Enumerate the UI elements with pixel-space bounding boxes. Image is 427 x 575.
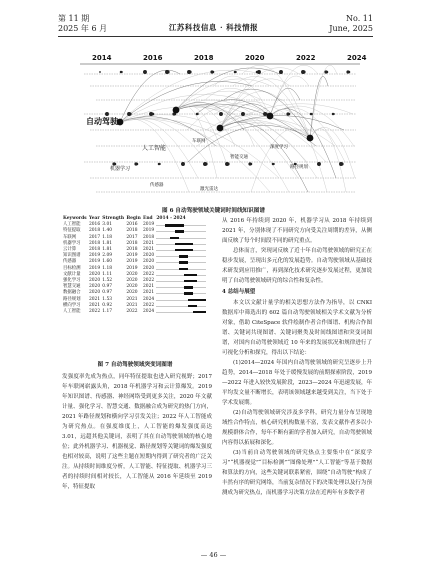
cell-end: 2021: [142, 240, 155, 246]
cell-keyword: 数据融合: [63, 290, 81, 296]
keyword-node: [241, 113, 243, 115]
burst-keywords-table: [62, 216, 208, 315]
cell-year: 2018: [88, 247, 101, 253]
cell-strength: 0.97: [102, 284, 113, 290]
hub-node: [173, 107, 180, 114]
cell-strength: 1.52: [102, 278, 113, 284]
keyword-node: [256, 71, 259, 74]
column-header: End: [142, 216, 153, 221]
cell-strength: 1.17: [102, 309, 113, 315]
keyword-node: [99, 71, 101, 73]
keyword-node: [127, 112, 131, 116]
cell-begin: 2020: [126, 284, 138, 290]
burst-timeline: [156, 303, 206, 308]
cell-keyword: 横向学习: [63, 302, 81, 308]
cell-burst-bar: [155, 222, 208, 228]
burst-timeline: [156, 248, 206, 253]
timeline-year-label: 2020: [245, 54, 265, 62]
keyword-node: [301, 70, 305, 74]
cell-strength: 1.18: [102, 265, 113, 271]
cell-keyword: 车联网: [63, 234, 77, 240]
burst-segment: [165, 224, 183, 226]
burst-segment: [184, 292, 193, 294]
cell-begin: 2017: [126, 234, 138, 240]
cell-strength: 1.53: [102, 296, 113, 302]
co-occurrence-link: [214, 76, 270, 116]
cell-burst-bar: [155, 235, 208, 241]
burst-segment: [170, 237, 179, 239]
cell-burst-bar: [155, 278, 208, 284]
cell-end: 2018: [142, 234, 155, 240]
cell-begin: 2020: [126, 278, 138, 284]
burst-segment: [175, 230, 184, 232]
cell-keyword: 人工智能: [63, 222, 81, 228]
cell-strength: 0.92: [102, 302, 113, 308]
body-paragraph: (3)当前自动驾驶领域的研究热点主要集中在“深度学习”“机器视觉”“目标检测”“图像处理”“人工智能”等基于数据和算法的方向，这些关键词联系紧密，围绕“自动驾驶”构成了丰然有序的研究网络，当前复杂情况下的决策处理以及行为预测成为研究热点，而机器学习决策方法在近两年有多数学者: [222, 450, 372, 496]
cell-end: 2020: [142, 265, 155, 271]
cell-year: 2020: [88, 271, 101, 277]
cell-strength: 1.81: [102, 247, 113, 253]
cell-burst-bar: [155, 228, 208, 234]
table-row: [62, 309, 208, 315]
cell-year: 2020: [88, 290, 101, 296]
cell-begin: 2020: [126, 290, 138, 296]
cell-year: 2020: [88, 278, 101, 284]
body-paragraph: (2)自动驾驶领域研究涉及多学科，研究力量分布呈现地域性合作特点，核心研究机构数量不富，发表文献作者多以小规模群体合作，每年不断有新的学者加入研究，自动驾驶领域内容得以拓展和深化。: [222, 410, 372, 446]
keyword-node: [339, 162, 343, 166]
cell-keyword: 云计算: [63, 247, 77, 253]
cell-year: 2017: [88, 234, 101, 240]
keyword-node: [196, 113, 199, 116]
cell-burst-bar: [155, 253, 208, 259]
cell-strength: 1.81: [102, 240, 113, 246]
page-number: — 46 —: [200, 551, 227, 559]
cell-year: 2019: [88, 265, 101, 271]
cell-burst-bar: [155, 309, 208, 315]
co-occurrence-link: [220, 92, 281, 128]
cell-end: 2021: [142, 290, 155, 296]
cell-keyword: 目标检测: [63, 265, 81, 271]
cell-year: 2016: [88, 222, 101, 228]
body-paragraph: (1)2014—2024 年国内自动驾驶领域的研究呈逐步上升趋势，2014—2018 年处于缓慢发展的前期探索阶段，2019—2022 年进入较快发展阶段，2023—2024 年迅速发展，年平均发文量不断增长，表明该领域越来越受到关注，当下处于学术发展期。: [222, 360, 372, 406]
cell-keyword: 路径规划: [63, 296, 81, 302]
timeline-year-label: 2016: [143, 54, 163, 62]
burst-timeline: [156, 235, 206, 240]
cell-begin: 2019: [126, 265, 138, 271]
cell-burst-bar: [155, 272, 208, 278]
cell-keyword: 特征提取: [63, 228, 81, 234]
cell-begin: 2019: [126, 253, 138, 259]
keyword-node: [105, 113, 107, 115]
burst-timeline: [156, 254, 206, 259]
burst-segment: [184, 280, 198, 282]
keyword-node: [263, 112, 267, 116]
cell-begin: 2021: [126, 302, 138, 308]
issue-number-en: No. 11: [346, 14, 373, 23]
column-header: Strength: [102, 216, 125, 221]
issue-date: 2025 年 6 月: [58, 24, 108, 33]
keyword-node: [332, 113, 335, 116]
burst-segment: [179, 268, 188, 270]
body-paragraph: 发强度率先成为热点，同年特征提取也进入研究视野；2017 年车联网崭露头角，2018 年机器学习和云计算爆发。2019 年知识图谱、传感器、神经网络受到更多关注，2020 年文献计量、强化学习、智慧交通、数据融合成为研究的热门方向，2021 年路径规划和横向学习引发关注；2022 年人工智能成为研究热点。在强度维度上，人工智能的爆发强度高达 3.01，远超其他关键词，表明了其在自动驾驶领域的核心地位；此外机器学习、机器视觉、路径规划等关键词的爆发强度也相对较高，说明了这些主题在短期内得到了研究者的广泛关注。从持续时间维度分析，人工智能、特征提取、机器学习三者的持续时间相对较长，人工智能从 2016 年延续至 2019 年，特征提取: [62, 374, 212, 490]
cluster-label: 激光雷达: [200, 187, 218, 192]
header-right: [329, 14, 373, 34]
issue-date-en: June, 2025: [329, 24, 373, 33]
cell-end: 2022: [142, 302, 155, 308]
cell-strength: 1.18: [102, 234, 113, 240]
body-paragraph: 本文以文献计量学的相关思想方法作为指导，以 CNKI 数据库中筛选出的 602 篇自动驾驶领域相关学术文献为分析对象，借助 CiteSpace 软件绘制作者合作图谱、机构合作图谱、关键词共现图谱、关键词聚类及时间线图谱和突变词图谱，对国内自动驾驶领域近 10 年来的发展状况和规律进行了可视化分析和探究，得出以下结论：: [222, 300, 372, 356]
burst-timeline: [156, 260, 206, 265]
cell-end: 2022: [142, 278, 155, 284]
section-heading: 4 总结与展望: [222, 289, 256, 295]
co-occurrence-link: [310, 129, 346, 192]
burst-baseline: [156, 287, 206, 288]
cell-year: 2018: [88, 240, 101, 246]
cluster-label: 智能交通: [230, 155, 248, 160]
column-header: Year: [88, 216, 100, 221]
burst-keywords-figure: [62, 216, 208, 315]
cluster-label: 车联网: [192, 139, 206, 144]
cluster-label: 人工智能: [142, 145, 167, 152]
cluster-label: 自动驾驶: [86, 117, 118, 126]
cell-keyword: 强化学习: [63, 278, 81, 284]
cell-keyword: 机器学习: [63, 240, 81, 246]
burst-timeline: [156, 272, 206, 277]
burst-segment: [179, 255, 188, 257]
burst-timeline: [156, 310, 206, 315]
burst-segment: [175, 249, 193, 251]
keyword-node: [143, 71, 145, 73]
cell-end: 2021: [142, 284, 155, 290]
cluster-label: 深度学习: [270, 145, 288, 150]
body-paragraph: 从 2016 年持续到 2020 年，机器学习从 2018 年持续到 2021 年，分别体现了不同研究方向受关注周期的差异，从侧面反映了每个时间段不同的研究重点。: [222, 218, 372, 244]
cell-year: 2022: [88, 309, 101, 315]
cluster-label: 机器学习: [110, 166, 131, 172]
co-occurrence-link: [205, 88, 270, 116]
timeline-year-label: 2018: [194, 54, 214, 62]
keyword-node: [346, 70, 349, 73]
keyword-node: [203, 163, 205, 165]
cell-burst-bar: [155, 259, 208, 265]
keyword-node: [286, 112, 289, 115]
burst-baseline: [156, 306, 206, 307]
cell-strength: 1.11: [102, 271, 113, 277]
cell-strength: 3.01: [102, 222, 113, 228]
cell-strength: 1.40: [102, 228, 113, 234]
hub-node: [217, 125, 224, 132]
column-header: Begin: [126, 216, 141, 221]
co-occurrence-link: [270, 109, 327, 192]
burst-segment: [175, 243, 193, 245]
keyword-node: [219, 113, 221, 115]
burst-segment: [193, 311, 207, 313]
cell-year: 2019: [88, 253, 101, 259]
burst-timeline: [156, 229, 206, 234]
left-column: [62, 372, 212, 492]
cell-end: 2020: [142, 259, 155, 265]
cell-burst-bar: [155, 241, 208, 247]
cell-year: 2020: [88, 284, 101, 290]
burst-baseline: [156, 293, 206, 294]
cell-burst-bar: [155, 247, 208, 253]
burst-segment: [188, 299, 206, 301]
right-column: [222, 216, 372, 498]
keyword-node: [149, 112, 153, 116]
burst-segment: [179, 261, 188, 263]
cell-keyword: 智慧交通: [63, 284, 81, 290]
hub-node: [307, 135, 314, 142]
cell-burst-bar: [155, 297, 208, 303]
issue-number: 第 11 期: [58, 14, 90, 23]
keyword-timeline-graph: [80, 50, 367, 200]
cell-keyword: 传感器: [63, 259, 77, 265]
burst-baseline: [156, 238, 206, 239]
keyword-node: [158, 163, 161, 166]
cell-keyword: 人工智能: [63, 309, 81, 315]
column-header: 2014 - 2024: [156, 216, 186, 221]
keyword-node: [181, 163, 183, 165]
burst-timeline: [156, 266, 206, 271]
cell-year: 2021: [88, 296, 101, 302]
burst-segment: [188, 305, 197, 307]
cell-end: 2022: [142, 271, 155, 277]
co-occurrence-link: [188, 125, 310, 162]
cell-burst-bar: [155, 284, 208, 290]
journal-title: 江苏科技信息 · 科技情报: [168, 23, 259, 32]
column-header: Keywords: [63, 216, 87, 221]
cell-keyword: 知识图谱: [63, 253, 81, 259]
page-header: [0, 0, 427, 40]
burst-timeline: [156, 241, 206, 246]
cell-begin: 2016: [126, 222, 138, 228]
hub-node: [267, 113, 274, 120]
keyword-node: [248, 162, 251, 165]
cell-end: 2020: [142, 253, 155, 259]
cell-burst-bar: [155, 266, 208, 272]
burst-baseline: [156, 275, 206, 276]
cell-keyword: 文献计量: [63, 271, 81, 277]
cell-year: 2018: [88, 228, 101, 234]
cell-begin: 2018: [126, 228, 138, 234]
cell-end: 2024: [142, 296, 155, 302]
keyword-node: [234, 71, 237, 74]
keyword-node: [210, 70, 213, 73]
burst-timeline: [156, 285, 206, 290]
keyword-node: [279, 71, 281, 73]
cluster-label: 传感器: [150, 183, 164, 188]
cell-end: 2019: [142, 228, 155, 234]
timeline-year-label: 2014: [92, 54, 112, 62]
keyword-node: [272, 163, 275, 166]
burst-timeline: [156, 291, 206, 296]
cell-end: 2021: [142, 247, 155, 253]
cell-end: 2019: [142, 222, 155, 228]
keyword-node: [310, 113, 313, 116]
burst-segment: [184, 274, 198, 276]
cell-begin: 2018: [126, 247, 138, 253]
cell-year: 2021: [88, 302, 101, 308]
cell-strength: 0.97: [102, 290, 113, 296]
keyword-node: [225, 162, 229, 166]
figure6-caption: 图 6 自动驾驶领域关键词时间线知识图谱: [162, 208, 265, 214]
burst-timeline: [156, 297, 206, 302]
cell-begin: 2019: [126, 259, 138, 265]
burst-timeline: [156, 223, 206, 228]
cell-begin: 2018: [126, 240, 138, 246]
cluster-label: 路径规划: [290, 165, 308, 170]
keyword-node: [120, 71, 123, 74]
co-occurrence-link: [251, 129, 310, 192]
cell-burst-bar: [155, 290, 208, 296]
timeline-year-label: 2022: [296, 54, 316, 62]
keyword-node: [187, 70, 191, 74]
figure7-caption: 图 7 自动驾驶领域突变词图谱: [97, 362, 173, 368]
keyword-node: [165, 70, 169, 74]
header-rule: [58, 36, 373, 37]
cell-end: 2024: [142, 309, 155, 315]
burst-baseline: [156, 281, 206, 282]
cell-begin: 2022: [126, 309, 138, 315]
keyword-node: [317, 163, 319, 165]
body-paragraph: 总体而言，突现词反映了近十年自动驾驶领域的研究正在稳步发展，呈现出多元化的发展趋势。自动驾驶领域从基础技术研发到应用推广，再到深化技术研究逐步发展过程，更加说明了自动驾驶领域研究的综合性和复杂性。: [222, 248, 372, 284]
cell-burst-bar: [155, 303, 208, 309]
burst-segment: [184, 286, 193, 288]
keyword-node: [134, 162, 137, 165]
timeline-year-label: 2024: [347, 54, 367, 62]
keyword-node: [324, 70, 327, 73]
cell-begin: 2021: [126, 296, 138, 302]
cell-begin: 2020: [126, 271, 138, 277]
cell-strength: 1.60: [102, 259, 113, 265]
co-occurrence-link: [215, 101, 310, 138]
burst-timeline: [156, 279, 206, 284]
cell-year: 2019: [88, 259, 101, 265]
cell-strength: 2.09: [102, 253, 113, 259]
